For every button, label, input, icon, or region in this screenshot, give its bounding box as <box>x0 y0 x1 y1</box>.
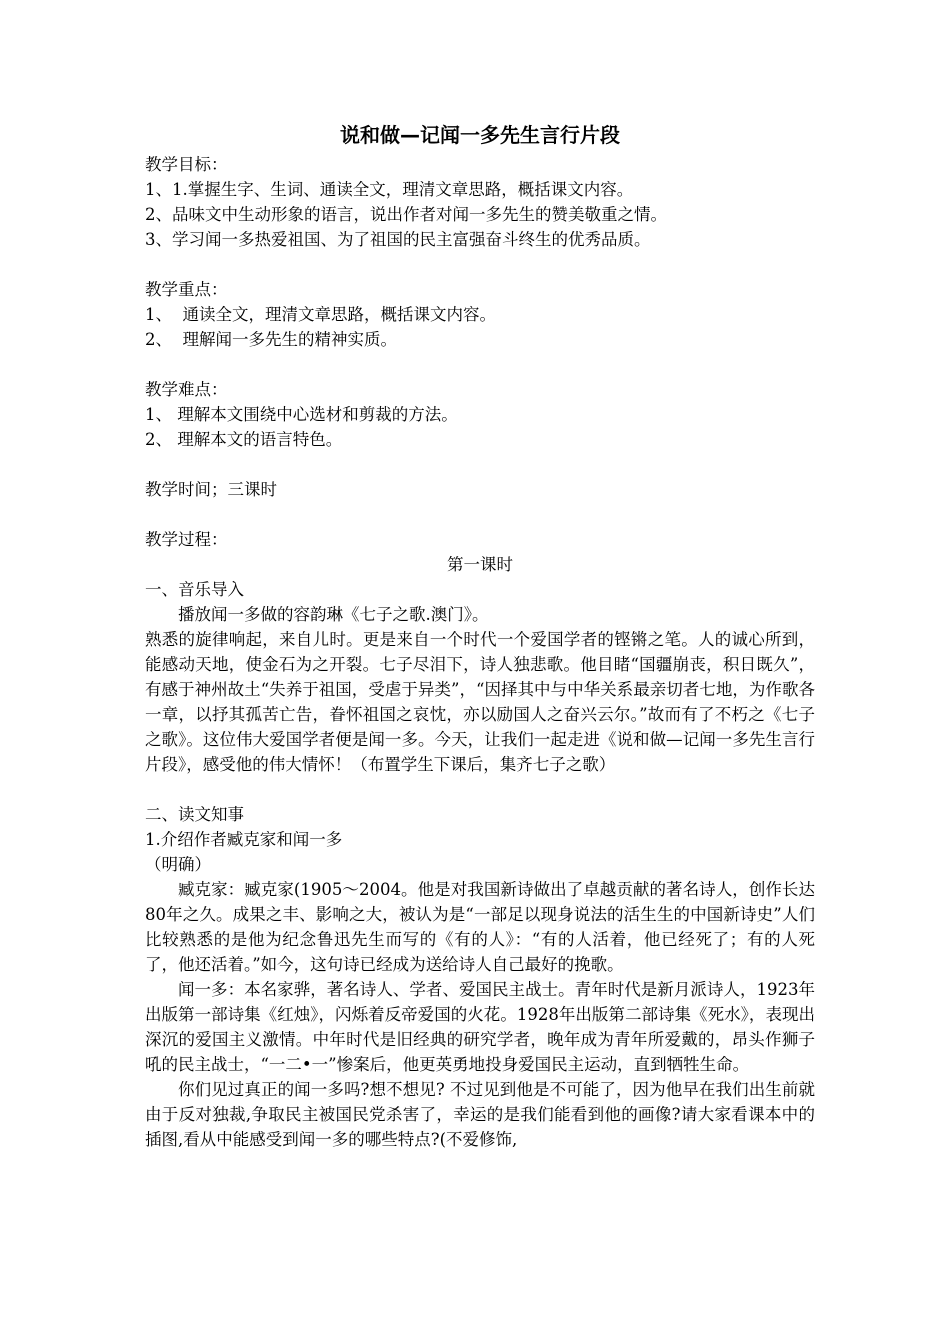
wen-yiduo-paragraph: 闻一多：本名家骅，著名诗人、学者、爱国民主战士。青年时代是新月派诗人，1923年出版第一部诗集《红烛》，闪烁着反帝爱国的火花。1928年出版第二部诗集《死水》，表现出深沉的爱国主义激情。中年时代是旧经典的研究学者，晚年成为青年所爱戴的，昂头作狮子吼的民主战士，“一二•一”惨案后，他更英勇地投身爱国民主运动，直到牺牲生命。 <box>145 980 815 1074</box>
blank-line <box>145 777 815 802</box>
section-heading: 二、读文知事 <box>145 805 244 824</box>
objectives-heading: 教学目标： <box>145 155 228 174</box>
difficulty-item: 2、 理解本文的语言特色。 <box>145 430 343 449</box>
key-point-item: 1、 通读全文，理清文章思路，概括课文内容。 <box>145 305 496 324</box>
teaching-time: 教学时间；三课时 <box>145 480 277 499</box>
process-heading: 教学过程： <box>145 530 228 549</box>
intro-paragraph: 熟悉的旋律响起，来自儿时。更是来自一个时代一个爱国学者的铿锵之笔。人的诚心所到，能感动天地，使金石为之开裂。七子尽泪下，诗人独悲歌。他目睹“国疆崩丧，积日既久”，有感于神州故土“失养于祖国，受虐于异类”，“因择其中与中华关系最亲切者七地，为作歌各一章，以抒其孤苦亡告，眷怀祖国之哀忱，亦以励国人之奋兴云尔。”故而有了不朽之《七子之歌》。这位伟大爱国学者便是闻一多。今天，让我们一起走进《说和做—记闻一多先生言行片段》，感受他的伟大情怀！（布置学生下课后，集齐七子之歌） <box>145 630 815 774</box>
key-points-heading: 教学重点： <box>145 280 228 299</box>
note-label: （明确） <box>145 855 211 874</box>
key-point-item: 2、 理解闻一多先生的精神实质。 <box>145 330 397 349</box>
blank-line <box>145 252 815 277</box>
lesson-heading: 第一课时 <box>447 555 513 574</box>
section-heading: 一、音乐导入 <box>145 580 244 599</box>
document-page <box>145 120 815 1152</box>
subsection-heading: 1.介绍作者臧克家和闻一多 <box>145 830 343 849</box>
zang-kejia-paragraph: 臧克家：臧克家(1905～2004。他是对我国新诗做出了卓越贡献的著名诗人，创作长达80年之久。成果之丰、影响之大，被认为是“一部足以现身说法的活生生的中国新诗史”人们比较熟悉的是他为纪念鲁迅先生而写的《有的人》：“有的人活着，他已经死了；有的人死了，他还活着。”如今，这句诗已经成为送给诗人自己最好的挽歌。 <box>145 880 815 974</box>
difficulty-item: 1、 理解本文围绕中心选材和剪裁的方法。 <box>145 405 458 424</box>
portrait-question-paragraph: 你们见过真正的闻一多吗?想不想见? 不过见到他是不可能了，因为他早在我们出生前就由于反对独裁,争取民主被国民党杀害了，幸运的是我们能看到他的画像?请大家看课本中的插图,看从中能感受到闻一多的哪些特点?(不爱修饰, <box>145 1080 815 1149</box>
blank-line <box>145 452 815 477</box>
music-intro-line: 播放闻一多做的容韵琳《七子之歌.澳门》。 <box>178 605 489 624</box>
difficulties-heading: 教学难点： <box>145 380 228 399</box>
objective-item: 3、学习闻一多热爱祖国、为了祖国的民主富强奋斗终生的优秀品质。 <box>145 230 651 249</box>
objective-item: 1、1.掌握生字、生词、通读全文，理清文章思路，概括课文内容。 <box>145 180 634 199</box>
document-title: 说和做—记闻一多先生言行片段 <box>340 123 620 147</box>
objective-item: 2、品味文中生动形象的语言，说出作者对闻一多先生的赞美敬重之情。 <box>145 205 667 224</box>
blank-line <box>145 352 815 377</box>
blank-line <box>145 502 815 527</box>
